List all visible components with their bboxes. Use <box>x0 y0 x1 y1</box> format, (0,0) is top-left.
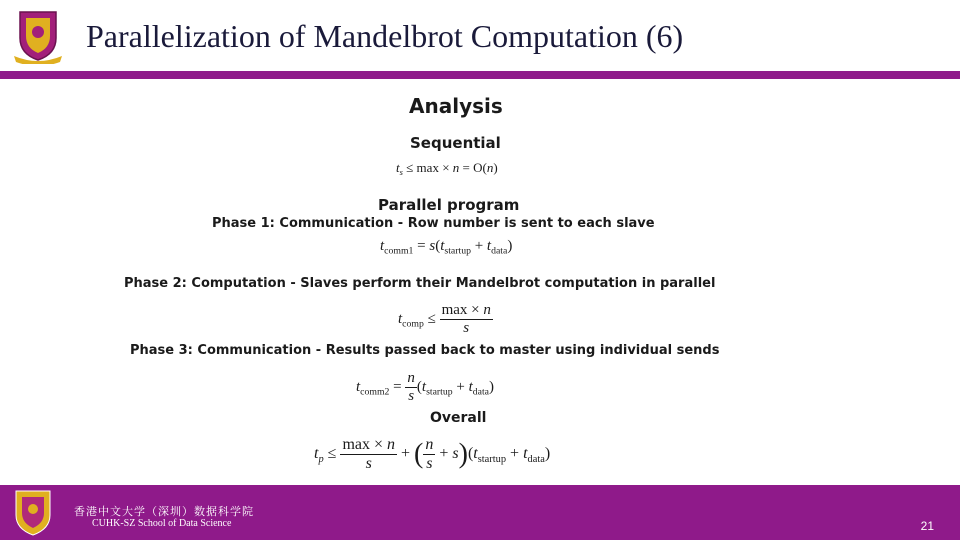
overall-heading: Overall <box>430 410 487 426</box>
phase1-formula: $t_{comm1} = s(t_{startup} + t_{data})$ <box>380 238 513 257</box>
phase2-formula: $t_{comp}$ ≤ $\frac{\max \times n}{s}$ <box>398 302 491 336</box>
sequential-formula: $t_s \le \max \times n = O(n)$ <box>396 160 498 177</box>
header-accent-bar <box>0 71 960 79</box>
slide-footer <box>0 485 960 540</box>
sequential-heading: Sequential <box>410 134 501 152</box>
phase3-text: Phase 3: Communication - Results passed back to master using individual sends <box>130 343 720 358</box>
page-number: 21 <box>920 519 934 533</box>
analysis-heading: Analysis <box>409 94 503 118</box>
university-crest-icon <box>10 8 66 64</box>
analysis-content <box>0 80 960 484</box>
footer-school-english: CUHK-SZ School of Data Science <box>92 518 232 529</box>
slide-header <box>0 0 960 70</box>
phase3-formula: $t_{comm2}$ = $\frac{n}{s}$ $(t_{startup} + t_{data})$ <box>356 370 494 404</box>
phase1-text: Phase 1: Communication - Row number is sent to each slave <box>212 216 655 231</box>
footer-school-chinese: 香港中文大学（深圳）数据科学院 <box>74 505 254 518</box>
parallel-heading: Parallel program <box>378 196 520 214</box>
slide-title: Parallelization of Mandelbrot Computation (6) <box>86 18 684 54</box>
overall-formula: $t_p$ ≤ $\frac{\max \times n}{s}$ + ( $\frac{n}{s}$ + $s)(t_{startup} + t_{data})$ <box>314 436 551 472</box>
footer-crest-icon <box>8 489 58 537</box>
phase2-text: Phase 2: Computation - Slaves perform their Mandelbrot computation in parallel <box>124 276 716 291</box>
